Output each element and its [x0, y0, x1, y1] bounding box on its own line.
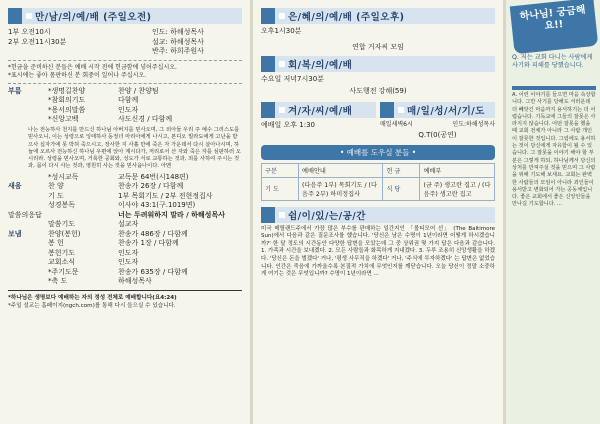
two-col-services	[261, 102, 495, 141]
service-row: 반주: 하희주원사	[152, 47, 204, 55]
afternoon-time: 오후1시30분	[261, 27, 302, 35]
order-row: *참회의기도 다함께	[48, 96, 139, 105]
daily-row: 매일새벽6시 인도:하해성목사	[380, 121, 495, 128]
order-row: *신앙고백 사도신경 / 다함께	[48, 115, 173, 124]
helpers-table	[261, 163, 495, 201]
mustard-seed-worship	[261, 102, 376, 141]
square-icon	[398, 107, 404, 113]
wednesday-event: 사도행전 강해(59)	[349, 86, 407, 95]
wednesday-time: 수요일 저녁7시30분	[261, 75, 324, 83]
afternoon-event: 연합 거자씨 모임	[352, 42, 404, 51]
mustard-time: 예배일 오후 1:30	[261, 121, 315, 129]
essay-text: 미국 메릴랜드주에서 가장 많은 부수를 판매하는 일간지인 「볼티모어 선」 (The Baltimore Sun)에서 다음과 같은 질문조사를 했습니다. '당신은 남은 수명이 1년이라면 어떻게 하시겠습니까?' 한 달 정도의 시간동안 다양한 답변을 모았는데 그 중 상위권 몇 가지 답은 다음과 같습니다. 1. 가족과 시간을 보내겠다. 2. 모든 사람들과 화목하게 지내겠다. 3. 두루 조용히 신앙생활을 하겠다. '당신은 돈을 벌겠다' 거나, '평생 사무직을 하겠다' 거나, '주식에 투자하겠다' 는 답변은 없었습니다. 인간은 죽음에 가까울수록 본질적 가치에 무엇인지를 깨닫습니다. 오늘 당신이 정말 소중하게 여기는 것은 무엇입니까? 수명이 1년이라면 ...	[261, 225, 495, 278]
order-row: 기 도 1부 목회기도 / 2부 전현정집사	[48, 191, 213, 200]
service-times	[8, 28, 242, 57]
square-icon	[279, 61, 285, 67]
order-row: 보냄 찬양(봉헌) 찬송가 486장 / 다함께	[8, 229, 188, 238]
divider	[8, 83, 242, 84]
square-icon	[279, 212, 285, 218]
divider	[8, 60, 242, 61]
apostles-creed: 나는 전능하사 천지를 만드신 하나님 아버지를 믿사오며, 그 외아들 우리 주 예수 그리스도를 믿사오니, 이는 성령으로 잉태하사 동정녀 마리아에게 나시고, 본디오 빌라도에게 고난을 받으사 십자가에 못 박혀 죽으시고, 장사한 지 사흘 만에 죽은 자 가운데서 다시 살아나시며, 하늘에 오르사 전능하신 하나님 우편에 앉아 계시다가, 저리로서 산 자와 죽은 자를 심판하러 오시리라. 성령을 믿사오며, 거룩한 공회와, 성도가 서로 교통하는 것과, 죄를 사하여 주시는 것과, 몸이 다시 사는 것과, 영원히 사는 것을 믿사옵나이다. 아멘	[28, 126, 241, 170]
note: *헌금을 준비하신 분들은 예배 시작 전에 헌금함에 넣어주십시오.	[8, 63, 177, 71]
panel-other-services	[253, 0, 503, 424]
section-header-mustard-seed: 겨/자/씨/예/배	[261, 102, 376, 118]
divider	[8, 290, 242, 291]
square-icon	[26, 13, 32, 19]
daily-bible-prayer	[380, 102, 495, 141]
qa-answer: A. 이런 이야기를 들으면 마음 속상합니다. 그만 사기를 당해도 서러운데 더 빼앗긴 마음까지 용서하기는 더 어렵습니다. 기독교에 그들의 잘못은 사라지지 않습니다. 어떤 잘못을 했을 때 교회 전체가 아니라 그 사람 개인이 잘못한 것입니다. 그럼에도 용서하는 것이 당신에게 자유함이 될 수 있습니다. 그 잘못을 이야기 해야 할 부분은 그렇게 하되, 하나님께서 당신의 상처를 만져주실 것을 믿으며 그 사람을 위해 기도해 보세요. 교회는 완벽한 사람들의 모임이 아니라 죄인들이 용서받고 변화되어 가는 공동체입니다. 좋은 교회에서 좋은 신앙인들을 만나길 기도합니다. ...	[512, 92, 596, 208]
section-header-wednesday-worship: 회/복/의/예/배	[261, 56, 495, 72]
divider	[512, 86, 596, 90]
order-row: 말씀의응답 너는 두려워하지 말라 / 하해성목사	[8, 210, 225, 219]
helpers-table-title: • 예배를 도우실 분들 •	[261, 145, 495, 160]
panel-sunday-morning	[0, 0, 250, 424]
section-header-afternoon-worship: 은/혜/의/예/배 (주일오후)	[261, 8, 495, 24]
order-row: *주기도문 찬송가 635장 / 다함께	[48, 267, 188, 276]
square-icon	[279, 13, 285, 19]
section-header-morning-worship: 만/남/의/예/배 (주일오전)	[8, 8, 242, 24]
section-header-rest-space: 쉼/이/있/는/공/간	[261, 207, 495, 223]
qa-question: Q. 저는 교회 다니는 사람에게 사기와 피해를 당했습니다.	[512, 54, 593, 69]
section-header-daily-prayer: 매/일/성/서/기/도	[380, 102, 495, 118]
order-row: *축 도 하해성목사	[48, 277, 152, 286]
order-row: 봉헌기도 인도자	[48, 248, 139, 257]
daily-qt: Q.T(0(공연)	[418, 131, 457, 140]
square-icon	[279, 107, 285, 113]
order-row: *성시교독 교독문 64번(시148편)	[48, 172, 189, 181]
table-header-row: 구분 예배안내 헌 금 예배부	[262, 163, 495, 177]
qa-ribbon-title: 하나님! 궁금해요!!	[510, 0, 599, 54]
order-row: 새움 찬 양 찬송가 26장 / 다함께	[8, 182, 184, 191]
order-of-service	[8, 87, 242, 287]
footer-note: *하나님은 생명보다 예배하는 자의 정성 전체로 예배합니다(요4:24)	[8, 294, 177, 301]
service-row: 2부 오전11시30분 설교: 하해성목사	[8, 37, 204, 46]
order-row: 말씀기도 설교자	[48, 220, 139, 229]
footer-note: *주일 설교는 홈페이지(ngch.com)를 통해 다시 들으실 수 있습니다.	[8, 302, 176, 309]
order-row: *용서의말씀 인도자	[48, 105, 139, 114]
panel-qa	[506, 0, 600, 424]
order-row: 봉 헌 찬송가 1장 / 다함께	[48, 239, 179, 248]
order-row: 부름 *생명길찬양 찬양 / 찬양팀	[8, 86, 159, 95]
order-row: 성경봉독 이사야 43:1(구.1019면)	[48, 201, 196, 210]
note: *표시에는 좋아 몸판하신 분 회중이 일어나 주십시오.	[8, 71, 147, 79]
table-row: 기 도 (다음주 1부) 목회기도 / (다음주 2부) 하미정집사 식 당 (금 주) 생고란 집고 / (다음주) 생고란 집고	[262, 177, 495, 200]
order-row: 교회소식 인도자	[48, 258, 139, 267]
service-row: 1부 오전10시 인도: 하해성목사	[8, 28, 204, 36]
